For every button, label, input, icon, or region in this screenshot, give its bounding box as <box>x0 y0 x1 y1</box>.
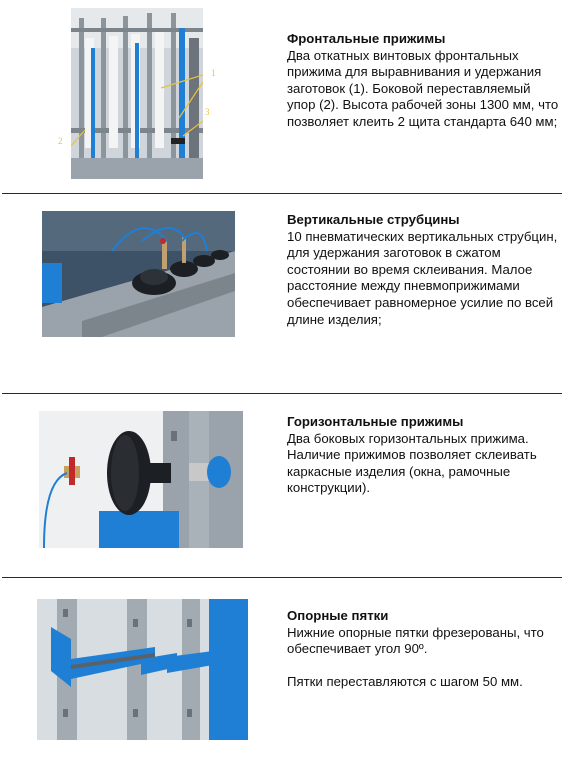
callout-2-label: 2 <box>58 136 63 146</box>
section-support-heels <box>287 608 559 690</box>
callout-1-label: 1 <box>211 68 216 78</box>
section-description: Нижние опорные пятки фрезерованы, что обеспечивает угол 90º. <box>287 624 544 657</box>
section-description: 10 пневматических вертикальных струбцин, для удержания заготовок в сжатом состоянии во время склеивания. Малое расстояние между пневмоприжимами обеспечивает равномерное усилие по всей длине изделия; <box>287 228 558 327</box>
section-divider <box>2 193 562 194</box>
section-title: Опорные пятки <box>287 608 389 623</box>
section-divider <box>2 393 562 394</box>
vertical-clamps-photo <box>42 211 235 337</box>
section-title: Фронтальные прижимы <box>287 31 446 46</box>
section-title: Горизонтальные прижимы <box>287 414 464 429</box>
callout-3-label: 3 <box>205 107 210 117</box>
section-vertical-clamps <box>287 212 559 328</box>
section-horizontal-clamps <box>287 414 559 497</box>
section-divider <box>2 577 562 578</box>
horizontal-clamps-photo <box>39 411 243 548</box>
section-description: Два откатных винтовых фронтальных прижима для выравнивания и удержания заготовок (1). Боковой переставляемый упор (2). Высота рабочей зоны 1300 мм, что позволяет клеить 2 щита стандарта 640 мм; <box>287 47 559 129</box>
section-title: Вертикальные струбцины <box>287 212 460 227</box>
section-description: Два боковых горизонтальных прижима. Наличие прижимов позволяет склеивать каркасные изделия (окна, рамочные конструкции). <box>287 430 537 496</box>
section-front-clamps <box>287 31 559 131</box>
front-clamps-photo <box>71 8 203 179</box>
support-heels-photo <box>37 599 248 740</box>
section-note: Пятки переставляются с шагом 50 мм. <box>287 673 523 689</box>
